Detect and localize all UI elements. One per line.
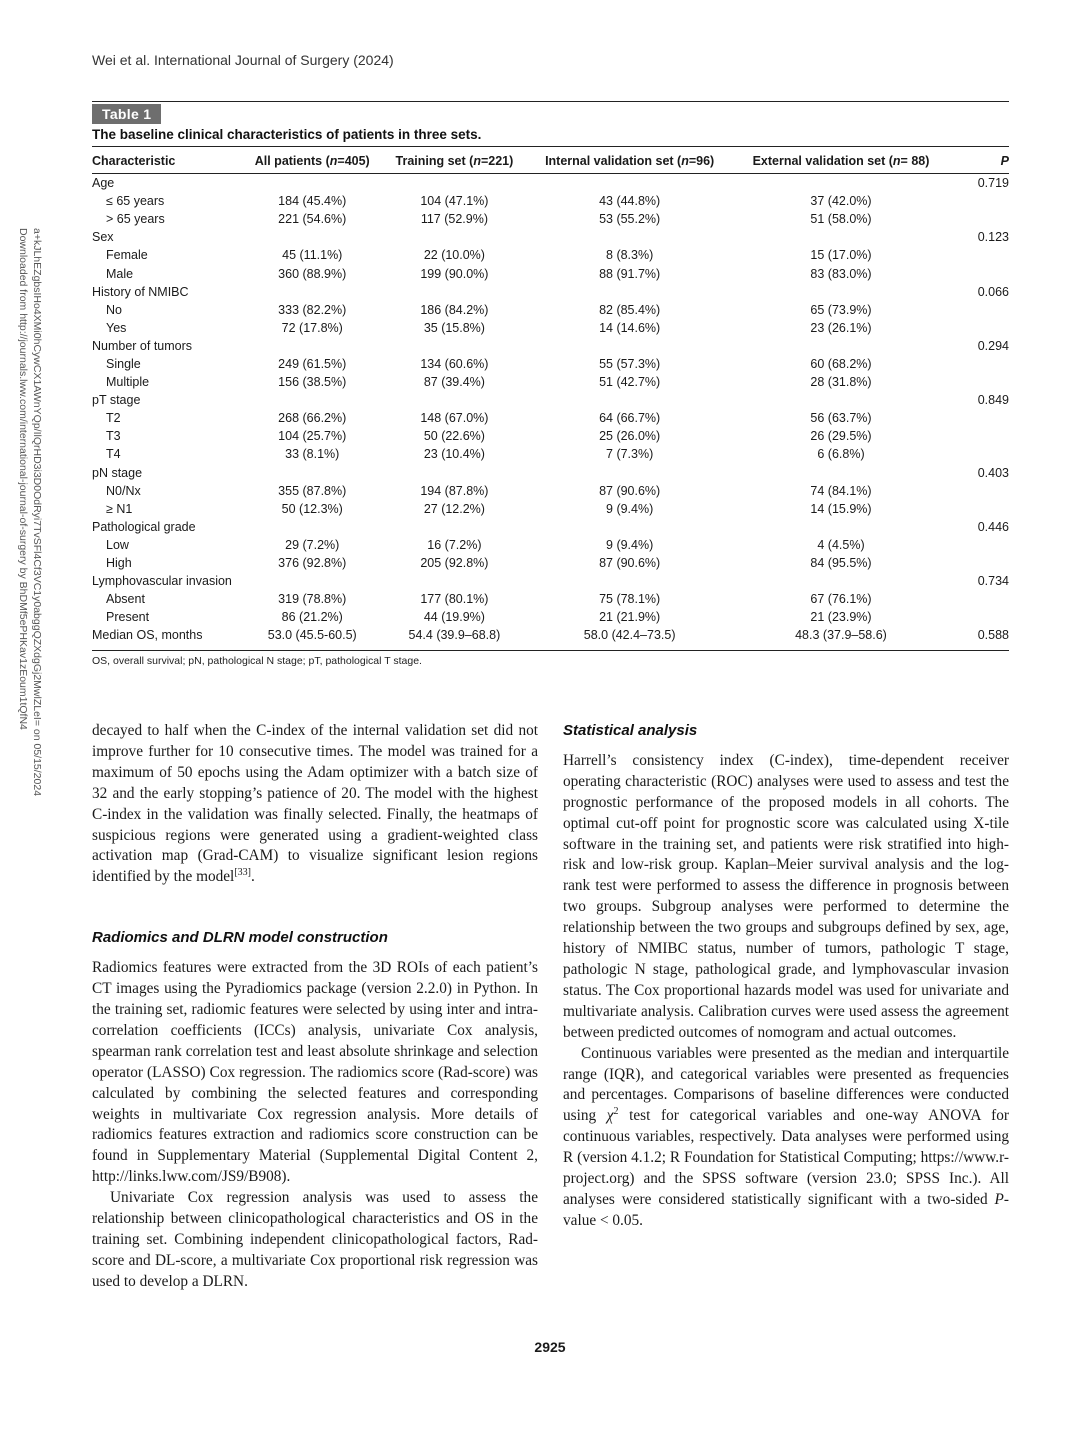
cell-external-validation: 23 (26.1%)	[810, 320, 872, 335]
cell-training-set	[382, 464, 526, 482]
running-header: Wei et al. International Journal of Surgery (2024)	[92, 52, 394, 68]
table-row	[92, 536, 1009, 554]
cell-training-set	[382, 228, 526, 246]
cell-p-value	[949, 246, 1009, 264]
cell-internal-validation: 87 (90.6%)	[599, 556, 661, 571]
baseline-characteristics-table	[92, 146, 1009, 651]
paragraph-variables: Continuous variables were presented as the median and interquartile range (IQR), and categorical variables were presented as frequencies and percentages. Comparisons of baseline differences were conducted using $\chi^2$ test for categorical variables and one-way ANOVA for continuous variables, respectively. Data analyses were performed using R (version 4.1.2; R Foundation for Statistical Computing; https://www.r-project.org) and the SPSS software (version 23.0; SPSS Inc.). All analyses were considered statistically significant with a two-sided P-value < 0.05.	[563, 1044, 1009, 1229]
cell-internal-validation: 9 (9.4%)	[606, 501, 654, 516]
cell-internal-validation	[526, 283, 733, 301]
cell-external-validation: 21 (23.9%)	[810, 610, 872, 625]
table-row	[92, 264, 1009, 282]
table-row	[92, 174, 1009, 193]
header-p-value: P	[949, 147, 1009, 174]
cell-training-set: 54.4 (39.9–68.8)	[408, 628, 501, 643]
cell-training-set	[382, 283, 526, 301]
cell-internal-validation: 82 (85.4%)	[599, 302, 661, 317]
table-row	[92, 409, 1009, 427]
cell-internal-validation: 8 (8.3%)	[606, 248, 654, 263]
cell-external-validation: 14 (15.9%)	[810, 501, 872, 516]
right-column	[563, 721, 1009, 1232]
table-row	[92, 518, 1009, 536]
table-row	[92, 464, 1009, 482]
row-label: Absent	[106, 592, 145, 607]
cell-p-value	[949, 301, 1009, 319]
cell-all-patients	[242, 572, 382, 590]
section-heading-radiomics: Radiomics and DLRN model construction	[92, 929, 388, 947]
cell-external-validation: 56 (63.7%)	[810, 411, 872, 426]
cell-external-validation: 60 (68.2%)	[810, 356, 872, 371]
cell-external-validation: 51 (58.0%)	[810, 212, 872, 227]
cell-training-set: 117 (52.9%)	[420, 212, 488, 227]
table-body	[92, 174, 1009, 651]
row-label: Low	[106, 537, 129, 552]
cell-internal-validation: 55 (57.3%)	[599, 356, 661, 371]
cell-internal-validation	[526, 174, 733, 193]
row-label: Yes	[106, 320, 127, 335]
cell-p-value: 0.719	[977, 176, 1009, 191]
cell-external-validation: 28 (31.8%)	[810, 375, 872, 390]
row-label: > 65 years	[106, 212, 165, 227]
table-row	[92, 608, 1009, 626]
cell-training-set: 186 (84.2%)	[420, 302, 489, 317]
cell-all-patients	[242, 518, 382, 536]
header-characteristic: Characteristic	[92, 147, 242, 174]
cell-p-value: 0.123	[977, 230, 1009, 245]
table-row	[92, 500, 1009, 518]
table-caption: The baseline clinical characteristics of patients in three sets.	[92, 127, 482, 142]
row-label: ≤ 65 years	[106, 194, 165, 209]
cell-training-set: 104 (47.1%)	[420, 194, 489, 209]
cell-external-validation: 67 (76.1%)	[810, 592, 872, 607]
cell-external-validation	[733, 572, 949, 590]
cell-training-set: 194 (87.8%)	[420, 483, 489, 498]
table-row	[92, 301, 1009, 319]
cell-external-validation	[733, 283, 949, 301]
cell-internal-validation: 51 (42.7%)	[599, 375, 661, 390]
cell-external-validation	[733, 518, 949, 536]
cell-all-patients: 355 (87.8%)	[278, 483, 347, 498]
cell-p-value: 0.734	[977, 574, 1009, 589]
cell-p-value	[949, 608, 1009, 626]
row-label: Single	[106, 356, 141, 371]
left-column	[92, 721, 538, 1293]
cell-training-set: 27 (12.2%)	[423, 501, 485, 516]
citation-ref: [33]	[234, 867, 251, 879]
paragraph-radiomics: Radiomics features were extracted from the 3D ROIs of each patient’s CT images using the Pyradiomics package (version 2.2.0) in Python. In the training set, radiomic features were selected by using inter and intra-correlation coefficients (ICCs) analysis, univariate Cox analysis, spearman rank correlation test and least absolute shrinkage and selection operator (LASSO) Cox regression. The radiomics score (Rad-score) was calculated by combining the selected features and corresponding weights in multivariate Cox regression analysis. More details of radiomics features extraction and radiomics score construction can be found in Supplementary Material (Supplemental Digital Content 2, http://links.lww.com/JS9/B908).	[92, 959, 538, 1186]
paragraph-statistical-methods: Harrell’s consistency index (C-index), time-dependent receiver operating characteristic (ROC) analyses were used to assess and test the prognostic performance of the proposed models in all cohorts. The optimal cut-off point for prognostic score was calculated using X-tile software in the training set, and patients were risk stratified into high-risk and low-risk group. Kaplan–Meier survival analysis and the log-rank test were performed to assess the difference in prognosis between two groups. Subgroup analyses were performed to determine the relationship between the two groups and subgroups defined by sex, age, history of NMIBC status, number of tumors, pathologic T stage, pathologic N stage, pathological grade, and lymphovascular invasion status. The Cox proportional hazards model was used for univariate and multivariate analysis. Calibration curves were used assess the agreement between predicted outcomes of nomogram and actual outcomes.	[563, 751, 1009, 1041]
cell-external-validation: 26 (29.5%)	[810, 429, 872, 444]
cell-p-value	[949, 445, 1009, 463]
row-label: Lymphovascular invasion	[92, 574, 232, 589]
cell-p-value	[949, 500, 1009, 518]
cell-p-value	[949, 373, 1009, 391]
cell-training-set	[382, 391, 526, 409]
cell-p-value: 0.849	[977, 393, 1009, 408]
header-external-validation: External validation set (n= 88)	[733, 147, 949, 174]
cell-external-validation	[733, 174, 949, 193]
cell-all-patients: 33 (8.1%)	[285, 447, 340, 462]
table-row	[92, 554, 1009, 572]
cell-training-set: 35 (15.8%)	[423, 320, 485, 335]
row-label: Age	[92, 176, 115, 191]
row-label: Number of tumors	[92, 338, 193, 353]
cell-external-validation: 37 (42.0%)	[810, 194, 872, 209]
cell-external-validation: 48.3 (37.9–58.6)	[795, 628, 887, 643]
cell-training-set: 199 (90.0%)	[420, 266, 489, 281]
cell-p-value	[949, 427, 1009, 445]
row-label: Male	[106, 266, 134, 281]
cell-internal-validation: 75 (78.1%)	[599, 592, 661, 607]
cell-training-set: 87 (39.4%)	[423, 375, 485, 390]
cell-p-value	[949, 590, 1009, 608]
cell-p-value: 0.588	[977, 628, 1009, 643]
cell-external-validation: 65 (73.9%)	[810, 302, 872, 317]
cell-internal-validation: 53 (55.2%)	[599, 212, 661, 227]
download-watermark	[17, 228, 60, 908]
cell-all-patients: 50 (12.3%)	[281, 501, 343, 516]
cell-external-validation	[733, 337, 949, 355]
cell-all-patients: 376 (92.8%)	[278, 556, 347, 571]
row-label: High	[106, 556, 132, 571]
cell-internal-validation: 25 (26.0%)	[599, 429, 661, 444]
cell-internal-validation	[526, 228, 733, 246]
cell-p-value: 0.446	[977, 519, 1009, 534]
cell-external-validation: 83 (83.0%)	[810, 266, 872, 281]
table-row	[92, 373, 1009, 391]
cell-training-set: 50 (22.6%)	[423, 429, 485, 444]
row-label: N0/Nx	[106, 483, 141, 498]
row-label: ≥ N1	[106, 501, 133, 516]
section-heading-statistical-analysis: Statistical analysis	[563, 722, 698, 739]
cell-internal-validation	[526, 391, 733, 409]
cell-internal-validation: 58.0 (42.4–73.5)	[583, 628, 676, 643]
cell-training-set: 22 (10.0%)	[423, 248, 485, 263]
cell-p-value	[949, 482, 1009, 500]
cell-p-value	[949, 536, 1009, 554]
cell-internal-validation: 88 (91.7%)	[599, 266, 661, 281]
cell-internal-validation	[526, 464, 733, 482]
cell-internal-validation: 9 (9.4%)	[606, 537, 654, 552]
cell-all-patients	[242, 174, 382, 193]
row-label: pN stage	[92, 465, 143, 480]
row-label: History of NMIBC	[92, 284, 189, 299]
table-row	[92, 192, 1009, 210]
table-row	[92, 337, 1009, 355]
cell-internal-validation: 21 (21.9%)	[599, 610, 661, 625]
cell-external-validation: 6 (6.8%)	[817, 447, 865, 462]
cell-p-value: 0.403	[977, 465, 1009, 480]
table-top-rule	[92, 101, 1009, 102]
table-row	[92, 572, 1009, 590]
cell-training-set	[382, 337, 526, 355]
cell-training-set: 16 (7.2%)	[427, 537, 482, 552]
cell-all-patients: 249 (61.5%)	[278, 356, 347, 371]
cell-all-patients: 53.0 (45.5-60.5)	[267, 628, 357, 643]
table-row	[92, 590, 1009, 608]
table-row	[92, 626, 1009, 651]
cell-p-value	[949, 264, 1009, 282]
table-row	[92, 228, 1009, 246]
row-label: T2	[106, 411, 121, 426]
row-label: No	[106, 302, 122, 317]
cell-external-validation	[733, 464, 949, 482]
cell-internal-validation	[526, 337, 733, 355]
row-label: Present	[106, 610, 150, 625]
cell-all-patients: 360 (88.9%)	[278, 266, 347, 281]
table-row	[92, 427, 1009, 445]
cell-external-validation: 74 (84.1%)	[810, 483, 872, 498]
cell-external-validation	[733, 228, 949, 246]
cell-all-patients: 45 (11.1%)	[282, 248, 343, 263]
paragraph-training-details: decayed to half when the C-index of the internal validation set did not improve further for 10 consecutive times. The model was trained for a maximum of 50 epochs using the Adam optimizer with a batch size of 32 and the early stopping’s patience of 20. The model with the highest C-index in the validation was finally selected. Finally, the heatmaps of suspicious regions were generated using a gradient-weighted class activation map (Grad-CAM) to visualize significant lesion regions identified by the model[33].	[92, 722, 538, 886]
cell-training-set: 205 (92.8%)	[420, 556, 489, 571]
row-label: Pathological grade	[92, 519, 196, 534]
cell-all-patients: 221 (54.6%)	[278, 212, 347, 227]
cell-all-patients	[242, 464, 382, 482]
cell-internal-validation	[526, 518, 733, 536]
cell-all-patients: 184 (45.4%)	[278, 194, 347, 209]
cell-all-patients	[242, 391, 382, 409]
table-row	[92, 210, 1009, 228]
table-row	[92, 355, 1009, 373]
cell-internal-validation: 14 (14.6%)	[599, 320, 661, 335]
table-row	[92, 445, 1009, 463]
row-label: Median OS, months	[92, 628, 203, 643]
table-row	[92, 283, 1009, 301]
table-row	[92, 246, 1009, 264]
paragraph-univariate-cox: Univariate Cox regression analysis was used to assess the relationship between clinicopathological characteristics and OS in the training set. Combining independent clinicopathological factors, Rad-score and DL-score, a multivariate Cox proportional risk regression was used to develop a DLRN.	[92, 1189, 538, 1290]
download-watermark-line-1: Downloaded from http://journals.lww.com/international-journal-of-surgery by BhDMf5ePHKav1zEoum1tQfN4	[17, 228, 29, 730]
cell-all-patients: 72 (17.8%)	[281, 320, 343, 335]
row-label: pT stage	[92, 393, 141, 408]
row-label: Sex	[92, 230, 114, 245]
cell-p-value	[949, 210, 1009, 228]
cell-p-value: 0.066	[977, 284, 1009, 299]
cell-p-value	[949, 554, 1009, 572]
cell-internal-validation: 64 (66.7%)	[599, 411, 661, 426]
cell-all-patients: 319 (78.8%)	[278, 592, 347, 607]
cell-external-validation: 15 (17.0%)	[810, 248, 872, 263]
cell-external-validation	[733, 391, 949, 409]
cell-internal-validation: 87 (90.6%)	[599, 483, 661, 498]
cell-all-patients: 104 (25.7%)	[278, 429, 347, 444]
row-label: T4	[106, 447, 121, 462]
cell-training-set: 177 (80.1%)	[420, 592, 489, 607]
row-label: T3	[106, 429, 121, 444]
cell-all-patients: 86 (21.2%)	[281, 610, 343, 625]
cell-training-set: 23 (10.4%)	[423, 447, 485, 462]
cell-all-patients: 333 (82.2%)	[278, 302, 347, 317]
page-number: 2925	[534, 1339, 566, 1355]
table-footnote: OS, overall survival; pN, pathological N stage; pT, pathological T stage.	[92, 655, 422, 668]
cell-p-value	[949, 192, 1009, 210]
cell-internal-validation: 43 (44.8%)	[599, 194, 661, 209]
table-badge: Table 1	[92, 104, 161, 124]
cell-training-set	[382, 174, 526, 193]
cell-all-patients	[242, 337, 382, 355]
cell-training-set	[382, 572, 526, 590]
cell-all-patients	[242, 283, 382, 301]
cell-p-value	[949, 319, 1009, 337]
cell-external-validation: 84 (95.5%)	[810, 556, 872, 571]
table-row	[92, 319, 1009, 337]
cell-all-patients	[242, 228, 382, 246]
table-row	[92, 391, 1009, 409]
row-label: Female	[106, 248, 148, 263]
row-label: Multiple	[106, 375, 150, 390]
cell-all-patients: 268 (66.2%)	[278, 411, 347, 426]
header-internal-validation: Internal validation set (n=96)	[526, 147, 733, 174]
cell-p-value: 0.294	[977, 338, 1009, 353]
cell-all-patients: 29 (7.2%)	[285, 537, 340, 552]
header-training-set: Training set (n=221)	[382, 147, 526, 174]
cell-internal-validation	[526, 572, 733, 590]
cell-p-value	[949, 409, 1009, 427]
cell-training-set: 134 (60.6%)	[420, 356, 489, 371]
cell-training-set: 148 (67.0%)	[420, 411, 489, 426]
cell-p-value	[949, 355, 1009, 373]
download-watermark-line-2: a+kJLhEZgbsIHo4XMi0hCywCX1AWnYQp/IlQrHD3i3D0OdRyi7TvSFl4Cf3VC1y0abggQZXdgGj2MwlZLeI= on 05/15/2024	[31, 228, 43, 797]
cell-all-patients: 156 (38.5%)	[278, 375, 347, 390]
cell-internal-validation: 7 (7.3%)	[606, 447, 654, 462]
cell-training-set: 44 (19.9%)	[423, 610, 485, 625]
cell-external-validation: 4 (4.5%)	[817, 537, 865, 552]
table-row	[92, 482, 1009, 500]
table-1	[92, 101, 1009, 667]
cell-training-set	[382, 518, 526, 536]
table-header-row	[92, 147, 1009, 174]
header-all-patients: All patients (n=405)	[242, 147, 382, 174]
